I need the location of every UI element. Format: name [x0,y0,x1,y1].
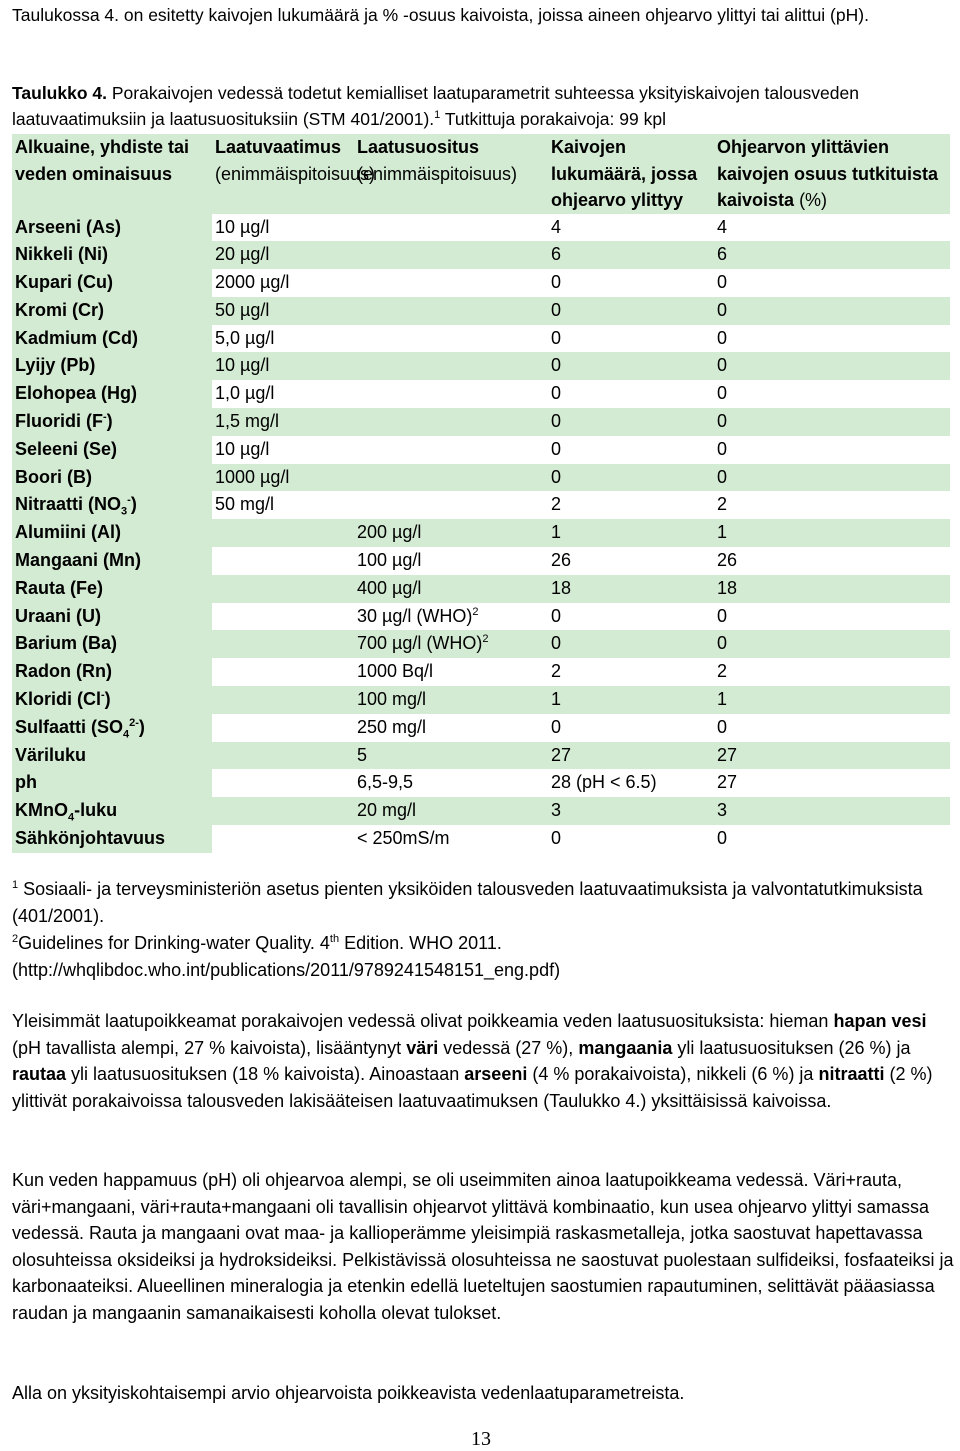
cell-requirement [212,603,354,631]
table-row [12,769,950,797]
cell-share-percent: 2 [717,661,728,682]
cell-substance: Mangaani (Mn) [12,547,212,575]
cell-requirement: 1000 µg/l [212,464,354,492]
cell-substance: Barium (Ba) [12,630,212,658]
cell-share-percent: 0 [717,272,728,293]
cell-share-percent: 27 [717,772,738,793]
header-substance: Alkuaine, yhdiste tai veden ominaisuus [15,137,190,184]
table-row [12,630,950,658]
intro-text: Taulukossa 4. on esitetty kaivojen lukumäärä ja % -osuus kaivoista, joissa aineen ohjearvo ylittyi tai alittui (pH). [12,5,869,25]
page-number: 13 [471,1428,491,1450]
table-row [12,825,950,853]
cell-substance: Elohopea (Hg) [12,380,212,408]
water-quality-table [12,134,950,853]
cell-requirement [212,714,354,742]
cell-share-percent: 2 [717,494,728,515]
cell-recommendation: 30 µg/l (WHO)$^2$ [357,605,479,626]
cell-well-count: 0 [548,464,714,492]
cell-well-count: 0 [551,828,562,849]
cell-substance: Sulfaatti $(SO_4^{2-})$ [12,714,212,742]
cell-requirement [212,769,354,797]
cell-recommendation: 700 µg/l (WHO)$^2$ [354,630,548,658]
cell-recommendation [354,464,548,492]
cell-substance: Uraani (U) [12,603,212,631]
caption-label: Taulukko 4. [12,83,107,103]
cell-requirement [212,742,354,770]
cell-substance: Kromi (Cr) [12,297,212,325]
cell-substance: Rauta (Fe) [12,575,212,603]
cell-requirement: 1,0 µg/l [215,383,275,404]
table-row [12,519,950,547]
cell-well-count: 3 [548,797,714,825]
table-row [12,214,950,242]
cell-share-percent: 1 [714,686,950,714]
cell-well-count: 0 [551,272,562,293]
paragraph-1: Yleisimmät laatupoikkeamat porakaivojen vedessä olivat poikkeamia veden laatusuosituksista: hieman hapan vesi (pH tavallista alempi, 27 % kaivoista), lisääntynyt väri vedessä (27 %), mangaania yli laatusuosituksen (26 %) ja rautaa yli laatusuosituksen (18 % kaivoista). Ainoastaan arseeni (4 % porakaivoista), nikkeli (6 %) ja nitraatti (2 %) ylittivät porakaivoissa talousveden lakisääteisen laatuvaatimuksen (Taulukko 4.) yksittäisissä kaivoissa. [12,1011,933,1111]
cell-substance: Fluoridi (F-) [12,408,212,436]
cell-recommendation [354,408,548,436]
table-row [12,603,950,631]
cell-well-count: 26 [551,550,572,571]
cell-well-count: 2 [551,494,562,515]
cell-share-percent: 1 [714,519,950,547]
table-row [12,325,950,353]
cell-requirement: 10 µg/l [215,216,270,237]
cell-substance: Kadmium (Cd) [12,325,212,353]
cell-well-count: 0 [551,438,562,459]
cell-recommendation [354,436,548,464]
cell-requirement [212,575,354,603]
cell-substance: Nikkeli (Ni) [12,241,212,269]
cell-well-count: 0 [551,327,562,348]
table-body [12,214,950,853]
cell-substance: Väriluku [12,742,212,770]
cell-requirement: 10 µg/l [215,438,270,459]
cell-well-count: 1 [548,686,714,714]
footnote-2: $^2$Guidelines for Drinking-water Quality. 4th Edition. WHO 2011. [12,933,502,953]
cell-requirement [212,686,354,714]
cell-share-percent: 4 [717,216,728,237]
cell-requirement: 2000 µg/l [215,272,290,293]
table-row [12,297,950,325]
table-row [12,491,950,519]
caption-note-mark: 1 [434,109,441,122]
cell-requirement [212,630,354,658]
cell-share-percent: 0 [717,828,728,849]
cell-requirement [212,797,354,825]
cell-recommendation: 6,5-9,5 [357,772,414,793]
cell-requirement [212,547,354,575]
cell-share-percent: 26 [717,550,738,571]
cell-requirement: 1,5 mg/l [212,408,354,436]
cell-share-percent: 0 [714,630,950,658]
table-row [12,352,950,380]
cell-recommendation: 5 [354,742,548,770]
cell-substance: Nitraatti $(NO_3^-)$ [12,491,212,519]
cell-substance: Kloridi (Cl-) [12,686,212,714]
table-header-row [12,134,950,214]
header-requirement: Laatuvaatimus (enimmäispitoisuus) [215,137,376,184]
table-row [12,797,950,825]
cell-requirement: 10 µg/l [212,352,354,380]
cell-requirement: 20 µg/l [212,241,354,269]
cell-share-percent: 0 [717,327,728,348]
cell-well-count: 27 [548,742,714,770]
cell-share-percent: 0 [714,297,950,325]
cell-substance: Alumiini (Al) [12,519,212,547]
cell-share-percent: 18 [714,575,950,603]
cell-recommendation: 1000 Bq/l [357,661,434,682]
cell-requirement: 50 µg/l [212,297,354,325]
table-row [12,742,950,770]
cell-substance: Lyijy (Pb) [12,352,212,380]
table-row [12,658,950,686]
cell-recommendation [354,352,548,380]
table-caption [12,80,952,132]
cell-recommendation [354,491,548,519]
cell-well-count: 28 (pH < 6.5) [551,772,657,793]
header-wells: Kaivojen lukumäärä, jossa ohjearvo ylittyy [551,137,698,210]
cell-share-percent: 27 [714,742,950,770]
cell-share-percent: 0 [714,464,950,492]
table-row [12,547,950,575]
cell-well-count: 18 [548,575,714,603]
cell-recommendation: 20 mg/l [354,797,548,825]
cell-share-percent: 0 [717,438,728,459]
cell-recommendation [354,297,548,325]
paragraph-2: Kun veden happamuus (pH) oli ohjearvoa alempi, se oli useimmiten ainoa laatupoikkeama vedessä. Väri+rauta, väri+mangaani, väri+rauta+mangaani oli tavallisin ohjearvot ylittävä kombinaatio, kun usea ohjearvo ylittyi samassa vedessä. Rauta ja mangaani ovat maa- ja kallioperämme yleisimpiä raskasmetalleja, jotka saostuvat hapettavassa olosuhteissa oksideiksi ja hydroksideiksi. Pelkistävissä olosuhteissa ne saostuvat puolestaan sulfideiksi, fosfaateiksi ja karbonaateiksi. Alueellinen mineralogia ja etenkin edellä lueteltujen saostumien rapautuminen, selittävät pääasiassa raudan ja mangaanin samanaikaisesti koholla olevat tulokset. [12,1170,954,1323]
cell-share-percent: 6 [714,241,950,269]
table-row [12,269,950,297]
table-row [12,436,950,464]
cell-recommendation: < 250mS/m [357,828,450,849]
cell-well-count: 0 [548,630,714,658]
cell-well-count: 1 [548,519,714,547]
table-row [12,686,950,714]
cell-substance: Kupari (Cu) [12,269,212,297]
cell-recommendation: 100 µg/l [357,550,422,571]
cell-substance: Radon (Rn) [12,658,212,686]
cell-substance: ph [12,769,212,797]
table-row [12,380,950,408]
table-row [12,575,950,603]
cell-share-percent: 3 [714,797,950,825]
cell-share-percent: 0 [714,352,950,380]
cell-well-count: 0 [548,297,714,325]
table-row [12,714,950,742]
cell-recommendation: 250 mg/l [357,716,427,737]
cell-substance: Boori (B) [12,464,212,492]
cell-share-percent: 0 [717,383,728,404]
cell-well-count: 0 [551,716,562,737]
cell-well-count: 0 [548,352,714,380]
cell-recommendation [354,380,548,408]
cell-requirement [212,658,354,686]
cell-substance: Seleeni (Se) [12,436,212,464]
cell-requirement [212,519,354,547]
cell-well-count: 4 [551,216,562,237]
cell-requirement [212,825,354,853]
cell-share-percent: 0 [714,408,950,436]
cell-recommendation: 400 µg/l [354,575,548,603]
header-recommendation: Laatusuositus (enimmäispitoisuus) [357,137,518,184]
cell-requirement: 50 mg/l [215,494,275,515]
header-share: Ohjearvon ylittävien kaivojen osuus tutkituista kaivoista (%) [717,137,939,210]
cell-well-count: 0 [551,605,562,626]
cell-well-count: 6 [548,241,714,269]
cell-substance: Sähkönjohtavuus [12,825,212,853]
cell-substance: Arseeni (As) [12,214,212,242]
cell-well-count: 2 [551,661,562,682]
table-row [12,241,950,269]
footnote-2-url: (http://whqlibdoc.who.int/publications/2011/9789241548151_eng.pdf) [12,960,561,980]
cell-well-count: 0 [551,383,562,404]
cell-recommendation [354,241,548,269]
cell-recommendation [354,269,548,297]
table-row [12,408,950,436]
cell-share-percent: 0 [717,605,728,626]
footnotes [12,876,952,984]
caption-tail: Tutkittuja porakaivoja: 99 kpl [444,109,666,129]
cell-substance: KMnO$_4$-luku [12,797,212,825]
cell-requirement: 5,0 µg/l [215,327,275,348]
cell-recommendation [354,325,548,353]
cell-share-percent: 0 [717,716,728,737]
cell-recommendation [354,214,548,242]
footnote-1: $^1$ Sosiaali- ja terveysministeriön asetus pienten yksiköiden talousveden laatuvaatimuksista ja valvontatutkimuksista (401/2001). [12,879,923,926]
table-row [12,464,950,492]
cell-well-count: 0 [548,408,714,436]
cell-recommendation: 200 µg/l [354,519,548,547]
cell-recommendation: 100 mg/l [354,686,548,714]
caption-text: Porakaivojen vedessä todetut kemialliset laatuparametrit suhteessa yksityiskaivojen talousveden laatuvaatimuksiin ja laatusuosituksiin (STM 401/2001). [12,83,859,129]
paragraph-3: Alla on yksityiskohtaisempi arvio ohjearvoista poikkeavista vedenlaatuparametreista. [12,1383,685,1403]
